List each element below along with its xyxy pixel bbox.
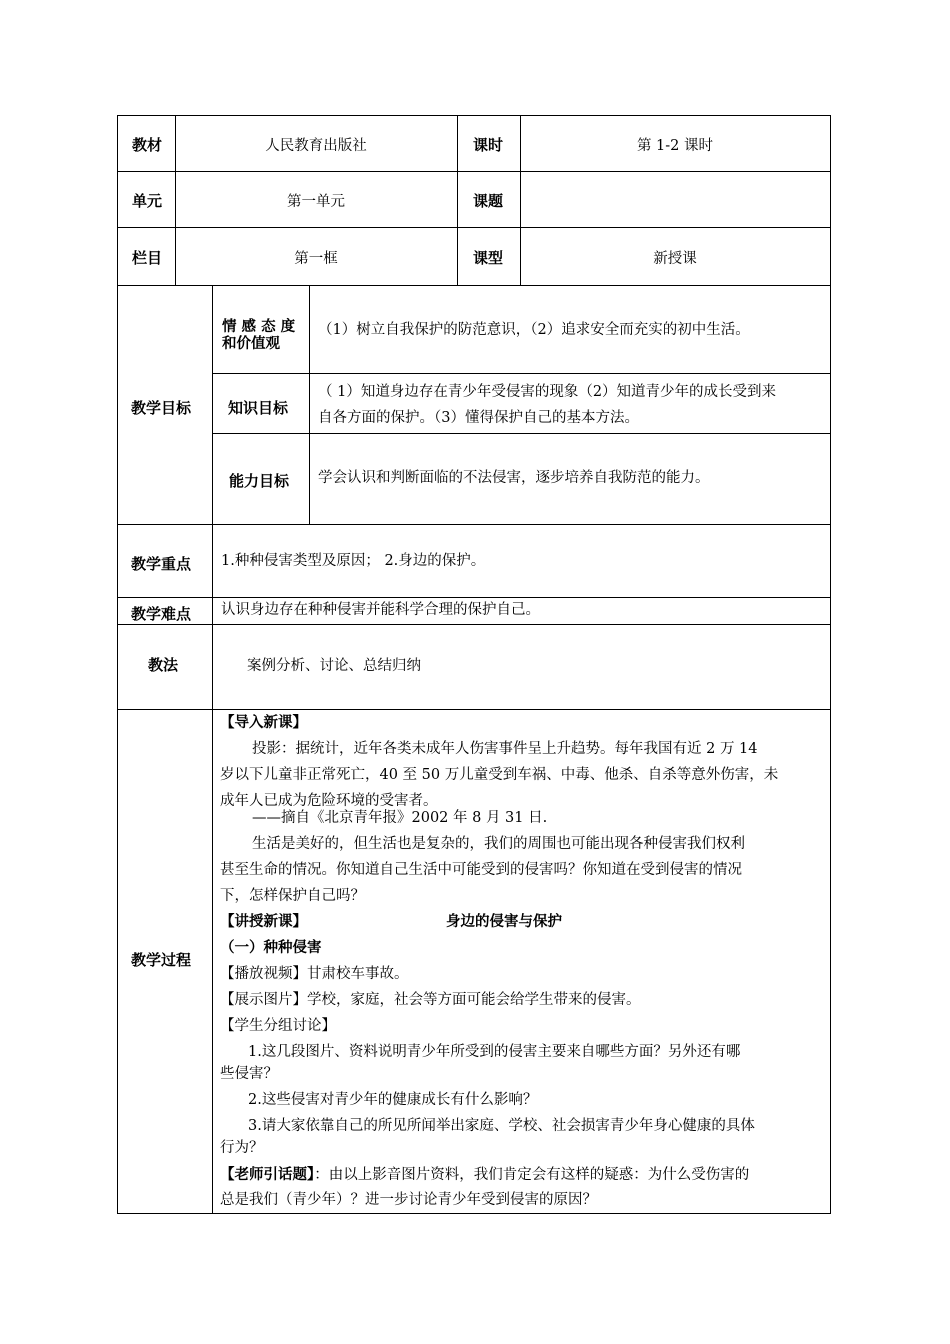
question-line: 2.这些侵害对青少年的健康成长有什么影响？ <box>248 1092 538 1108</box>
type-value: 新授课 <box>653 251 697 267</box>
knowledge-text-line1: （ 1）知道身边存在青少年受侵害的现象（2）知道青少年的成长受到来 <box>318 384 777 400</box>
goals-label: 教学目标 <box>131 399 192 417</box>
intro-paragraph-line: 成年人已成为危险环境的受害者。 <box>220 793 438 809</box>
video-line <box>220 962 409 983</box>
difficulties-label: 教学难点 <box>131 605 192 623</box>
discussion-tag: 【学生分组讨论】 <box>220 1018 336 1034</box>
method-text: 案例分析、讨论、总结归纳 <box>247 658 421 674</box>
topic-label: 课题 <box>473 192 504 210</box>
ability-text: 学会认识和判断面临的不法侵害，逐步培养自我防范的能力。 <box>318 470 710 486</box>
intro-heading: 【导入新课】 <box>220 715 307 731</box>
key-points-text: 1.种种侵害类型及原因； 2.身边的保护。 <box>221 553 486 569</box>
question-line: 些侵害？ <box>220 1066 278 1082</box>
picture-line <box>220 988 641 1009</box>
intro-paragraph-line: 投影：据统计，近年各类未成年人伤害事件呈上升趋势。每年我国有近 2 万 14 <box>252 741 758 757</box>
question-line: 3.请大家依靠自己的所见所闻举出家庭、学校、社会损害青少年身心健康的具体 <box>248 1118 755 1134</box>
knowledge-label: 知识目标 <box>228 399 289 417</box>
textbook-label: 教材 <box>132 136 163 154</box>
intro-paragraph-line: 生活是美好的，但生活也是复杂的，我们的周围也可能出现各种侵害我们权利 <box>252 836 745 852</box>
section-value: 第一框 <box>294 251 338 267</box>
teacher-line: 总是我们（青少年）？进一步讨论青少年受到侵害的原因？ <box>220 1192 597 1208</box>
textbook-value: 人民教育出版社 <box>265 138 367 154</box>
ability-label: 能力目标 <box>229 472 290 490</box>
unit-value: 第一单元 <box>287 194 345 210</box>
new-lesson-heading: 【讲授新课】 <box>220 914 307 930</box>
unit-label: 单元 <box>132 192 163 210</box>
intro-paragraph-line: 甚至生命的情况。你知道自己生活中可能受到的侵害吗？你知道在受到侵害的情况 <box>220 862 742 878</box>
process-label: 教学过程 <box>131 951 192 969</box>
teacher-line <box>220 1163 749 1184</box>
period-value: 第 1-2 课时 <box>636 138 714 154</box>
attitude-label-line2: 和价值观 <box>222 336 280 352</box>
attitude-text: （1）树立自我保护的防范意识，（2）追求安全而充实的初中生活。 <box>318 322 750 338</box>
knowledge-text-line2: 自各方面的保护。（3）懂得保护自己的基本方法。 <box>318 410 639 426</box>
period-label: 课时 <box>473 136 504 154</box>
difficulties-text: 认识身边存在种种侵害并能科学合理的保护自己。 <box>221 602 540 618</box>
teacher-text: ：由以上影音图片资料，我们肯定会有这样的疑惑：为什么受伤害的 <box>314 1167 750 1183</box>
new-lesson-title: 身边的侵害与保护 <box>446 914 562 930</box>
video-text: 甘肃校车事故。 <box>307 966 409 982</box>
subsection-heading: （一）种种侵害 <box>220 940 322 956</box>
intro-paragraph-line: 下，怎样保护自己吗？ <box>220 888 365 904</box>
video-tag: 【播放视频】 <box>220 966 307 982</box>
intro-source: ——摘自《北京青年报》2002 年 8 月 31 日. <box>252 810 548 826</box>
question-line: 行为？ <box>220 1140 264 1156</box>
intro-paragraph-line: 岁以下儿童非正常死亡，40 至 50 万儿童受到车祸、中毒、他杀、自杀等意外伤害，未 <box>220 767 779 783</box>
question-line: 1.这几段图片、资料说明青少年所受到的侵害主要来自哪些方面？另外还有哪 <box>248 1044 741 1060</box>
section-label: 栏目 <box>132 249 163 267</box>
method-label: 教法 <box>148 656 179 674</box>
key-points-label: 教学重点 <box>131 555 192 573</box>
picture-text: 学校，家庭，社会等方面可能会给学生带来的侵害。 <box>307 992 641 1008</box>
type-label: 课型 <box>473 249 504 267</box>
picture-tag: 【展示图片】 <box>220 992 307 1008</box>
attitude-label-line1: 情 感 态 度 <box>222 319 296 335</box>
teacher-tag: 【老师引话题】 <box>220 1167 315 1183</box>
